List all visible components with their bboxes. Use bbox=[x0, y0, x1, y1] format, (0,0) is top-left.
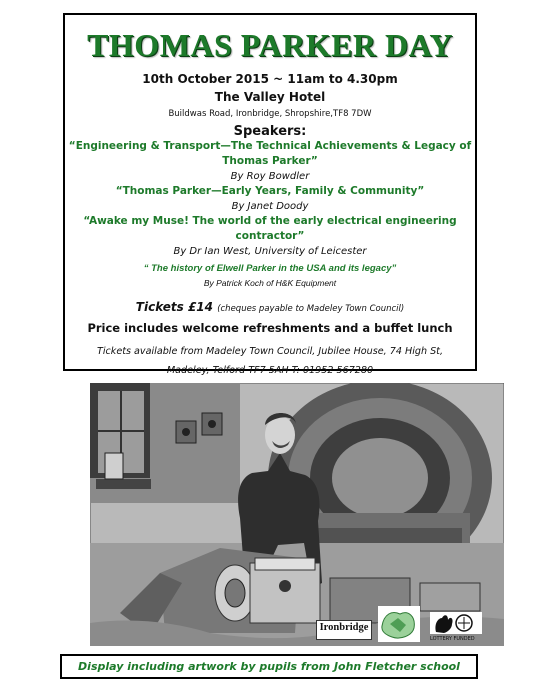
title-word-2: PARKER bbox=[240, 27, 377, 63]
talk-title-2: “Thomas Parker—Early Years, Family & Community” bbox=[115, 185, 425, 197]
madeley-town-council-logo bbox=[378, 606, 420, 642]
lottery-crossed-fingers-icon bbox=[430, 612, 482, 634]
ticket-availability bbox=[65, 342, 475, 380]
venue-address: Buildwas Road, Ironbridge, Shropshire,TF8 7DW bbox=[168, 109, 372, 119]
heritage-lottery-fund-logo bbox=[430, 612, 482, 642]
talk-speaker-1: By Roy Bowdler bbox=[230, 171, 310, 182]
speakers-heading: Speakers: bbox=[233, 124, 307, 139]
title-word-3: DAY bbox=[385, 27, 453, 63]
venue-name: The Valley Hotel bbox=[214, 90, 326, 104]
talk-speaker-2: By Janet Doody bbox=[231, 201, 309, 212]
availability-line-1: Tickets available from Madeley Town Council, Jubilee House, 74 High St, bbox=[96, 346, 443, 357]
poster-title bbox=[65, 27, 475, 64]
event-date-time: 10th October 2015 ~ 11am to 4.30pm bbox=[142, 72, 398, 86]
thomas-parker-engraving bbox=[90, 383, 504, 646]
ironbridge-logo-text: Ironbridge bbox=[319, 622, 369, 633]
footer-text: Display including artwork by pupils from John Fletcher school bbox=[78, 660, 460, 673]
title-word-1: THOMAS bbox=[87, 27, 233, 63]
ticket-payment-note: (cheques payable to Madeley Town Council) bbox=[217, 304, 405, 314]
availability-line-2: Madeley, Telford TF7 5AH T: 01952 567280 bbox=[166, 365, 374, 376]
event-info-box bbox=[63, 13, 477, 376]
talk-speaker-3: By Dr Ian West, University of Leicester bbox=[173, 246, 367, 257]
talk-title-1: “Engineering & Transport—The Technical Achievements & Legacy of Thomas Parker” bbox=[68, 140, 472, 167]
ticket-price-label: Tickets £14 bbox=[135, 300, 213, 314]
ironbridge-logo bbox=[316, 620, 372, 640]
talk-title-3: “Awake my Muse! The world of the early electrical engineering contractor” bbox=[83, 215, 457, 242]
lottery-funded-text: LOTTERY FUNDED bbox=[430, 636, 475, 642]
price-includes: Price includes welcome refreshments and a buffet lunch bbox=[87, 321, 453, 335]
talk-speaker-4: By Patrick Koch of H&K Equipment bbox=[203, 278, 337, 288]
talk-title-4: “ The history of Elwell Parker in the USA and its legacy” bbox=[143, 263, 397, 274]
footer-banner bbox=[60, 654, 478, 679]
ticket-price bbox=[65, 300, 475, 314]
